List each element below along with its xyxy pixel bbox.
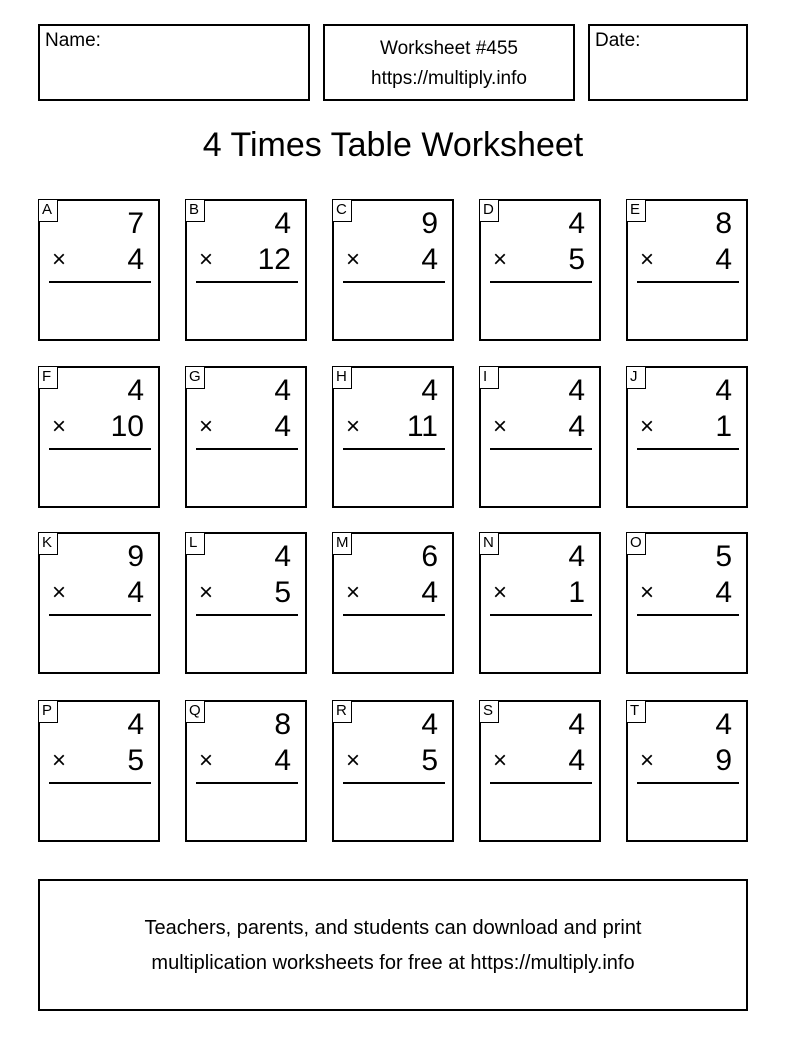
- problem-letter: S: [479, 700, 499, 723]
- footer-line-1: Teachers, parents, and students can download and print: [144, 917, 642, 939]
- problem-card: [332, 532, 454, 674]
- problem-card: [38, 199, 160, 341]
- answer-line: [637, 782, 739, 784]
- multiplier: 4: [274, 744, 291, 777]
- answer-line: [490, 614, 592, 616]
- problem-card: [479, 366, 601, 508]
- date-label: Date:: [595, 30, 641, 51]
- multiplicand: 4: [568, 374, 585, 407]
- multiplier: 5: [127, 744, 144, 777]
- multiplicand: 9: [127, 540, 144, 573]
- multiplicand: 4: [568, 207, 585, 240]
- problem-card: [38, 700, 160, 842]
- answer-line: [343, 281, 445, 283]
- times-sign: ×: [199, 747, 214, 774]
- problem-letter: T: [626, 700, 646, 723]
- multiplier: 4: [715, 576, 732, 609]
- problem-card: [626, 532, 748, 674]
- times-sign: ×: [199, 579, 214, 606]
- times-sign: ×: [640, 246, 655, 273]
- times-sign: ×: [52, 579, 67, 606]
- multiplier: 5: [274, 576, 291, 609]
- multiplier: 10: [110, 410, 144, 443]
- website-url: https://multiply.info: [371, 68, 527, 89]
- problem-card: [185, 700, 307, 842]
- multiplicand: 4: [127, 374, 144, 407]
- times-sign: ×: [52, 747, 67, 774]
- multiplier: 4: [127, 576, 144, 609]
- multiplicand: 4: [274, 374, 291, 407]
- date-field-box: [588, 24, 748, 101]
- problem-letter: H: [332, 366, 352, 389]
- problem-card: [185, 366, 307, 508]
- problem-card: [626, 199, 748, 341]
- answer-line: [49, 782, 151, 784]
- multiplicand: 4: [274, 207, 291, 240]
- problem-letter: J: [626, 366, 646, 389]
- problem-letter: M: [332, 532, 352, 555]
- problem-letter: P: [38, 700, 58, 723]
- multiplier: 4: [127, 243, 144, 276]
- problem-letter: R: [332, 700, 352, 723]
- problem-letter: O: [626, 532, 646, 555]
- times-sign: ×: [493, 579, 508, 606]
- problem-letter: G: [185, 366, 205, 389]
- multiplier: 9: [715, 744, 732, 777]
- times-sign: ×: [199, 246, 214, 273]
- footer-box: [38, 879, 748, 1011]
- multiplicand: 4: [421, 374, 438, 407]
- multiplier: 5: [568, 243, 585, 276]
- multiplier: 1: [568, 576, 585, 609]
- multiplicand: 9: [421, 207, 438, 240]
- answer-line: [49, 448, 151, 450]
- answer-line: [343, 614, 445, 616]
- page-title: 4 Times Table Worksheet: [202, 126, 584, 164]
- multiplicand: 4: [715, 708, 732, 741]
- answer-line: [343, 782, 445, 784]
- name-label: Name:: [45, 30, 101, 51]
- problem-card: [38, 366, 160, 508]
- problem-card: [479, 199, 601, 341]
- answer-line: [637, 448, 739, 450]
- problem-letter: B: [185, 199, 205, 222]
- multiplier: 4: [274, 410, 291, 443]
- answer-line: [196, 281, 298, 283]
- problem-letter: C: [332, 199, 352, 222]
- answer-line: [490, 782, 592, 784]
- times-sign: ×: [199, 413, 214, 440]
- answer-line: [196, 448, 298, 450]
- times-sign: ×: [346, 413, 361, 440]
- name-field-box: [38, 24, 310, 101]
- multiplicand: 4: [274, 540, 291, 573]
- answer-line: [490, 281, 592, 283]
- problem-letter: A: [38, 199, 58, 222]
- answer-line: [49, 281, 151, 283]
- problem-card: [332, 366, 454, 508]
- answer-line: [343, 448, 445, 450]
- times-sign: ×: [493, 747, 508, 774]
- multiplier: 4: [421, 576, 438, 609]
- times-sign: ×: [52, 246, 67, 273]
- problem-letter: N: [479, 532, 499, 555]
- answer-line: [637, 281, 739, 283]
- problem-letter: I: [479, 366, 499, 389]
- problem-card: [626, 366, 748, 508]
- times-sign: ×: [52, 413, 67, 440]
- answer-line: [196, 614, 298, 616]
- multiplicand: 4: [568, 540, 585, 573]
- problem-card: [332, 199, 454, 341]
- multiplicand: 4: [715, 374, 732, 407]
- multiplicand: 8: [274, 708, 291, 741]
- times-sign: ×: [346, 246, 361, 273]
- footer-text: [40, 911, 746, 981]
- problem-letter: D: [479, 199, 499, 222]
- times-sign: ×: [640, 413, 655, 440]
- worksheet-number: Worksheet #455: [379, 38, 518, 59]
- multiplicand: 5: [715, 540, 732, 573]
- problem-card: [332, 700, 454, 842]
- problem-letter: L: [185, 532, 205, 555]
- worksheet-info-box: [323, 24, 575, 101]
- multiplier: 11: [406, 410, 438, 443]
- multiplier: 4: [568, 744, 585, 777]
- multiplicand: 8: [715, 207, 732, 240]
- answer-line: [637, 614, 739, 616]
- multiplier: 4: [421, 243, 438, 276]
- times-sign: ×: [346, 579, 361, 606]
- problem-letter: F: [38, 366, 58, 389]
- multiplicand: 7: [127, 207, 144, 240]
- problem-card: [185, 532, 307, 674]
- problem-card: [626, 700, 748, 842]
- problem-letter: K: [38, 532, 58, 555]
- multiplier: 5: [421, 744, 438, 777]
- problem-card: [185, 199, 307, 341]
- multiplier: 1: [715, 410, 732, 443]
- multiplicand: 4: [568, 708, 585, 741]
- multiplicand: 4: [421, 708, 438, 741]
- answer-line: [196, 782, 298, 784]
- times-sign: ×: [493, 413, 508, 440]
- problem-letter: Q: [185, 700, 205, 723]
- problem-card: [479, 532, 601, 674]
- answer-line: [49, 614, 151, 616]
- footer-line-2: multiplication worksheets for free at https://multiply.info: [151, 952, 635, 974]
- multiplicand: 4: [127, 708, 144, 741]
- problem-letter: E: [626, 199, 646, 222]
- multiplier: 4: [715, 243, 732, 276]
- multiplicand: 6: [421, 540, 438, 573]
- multiplier: 12: [257, 243, 291, 276]
- multiplier: 4: [568, 410, 585, 443]
- times-sign: ×: [640, 747, 655, 774]
- answer-line: [490, 448, 592, 450]
- times-sign: ×: [493, 246, 508, 273]
- problem-card: [479, 700, 601, 842]
- times-sign: ×: [640, 579, 655, 606]
- problem-card: [38, 532, 160, 674]
- times-sign: ×: [346, 747, 361, 774]
